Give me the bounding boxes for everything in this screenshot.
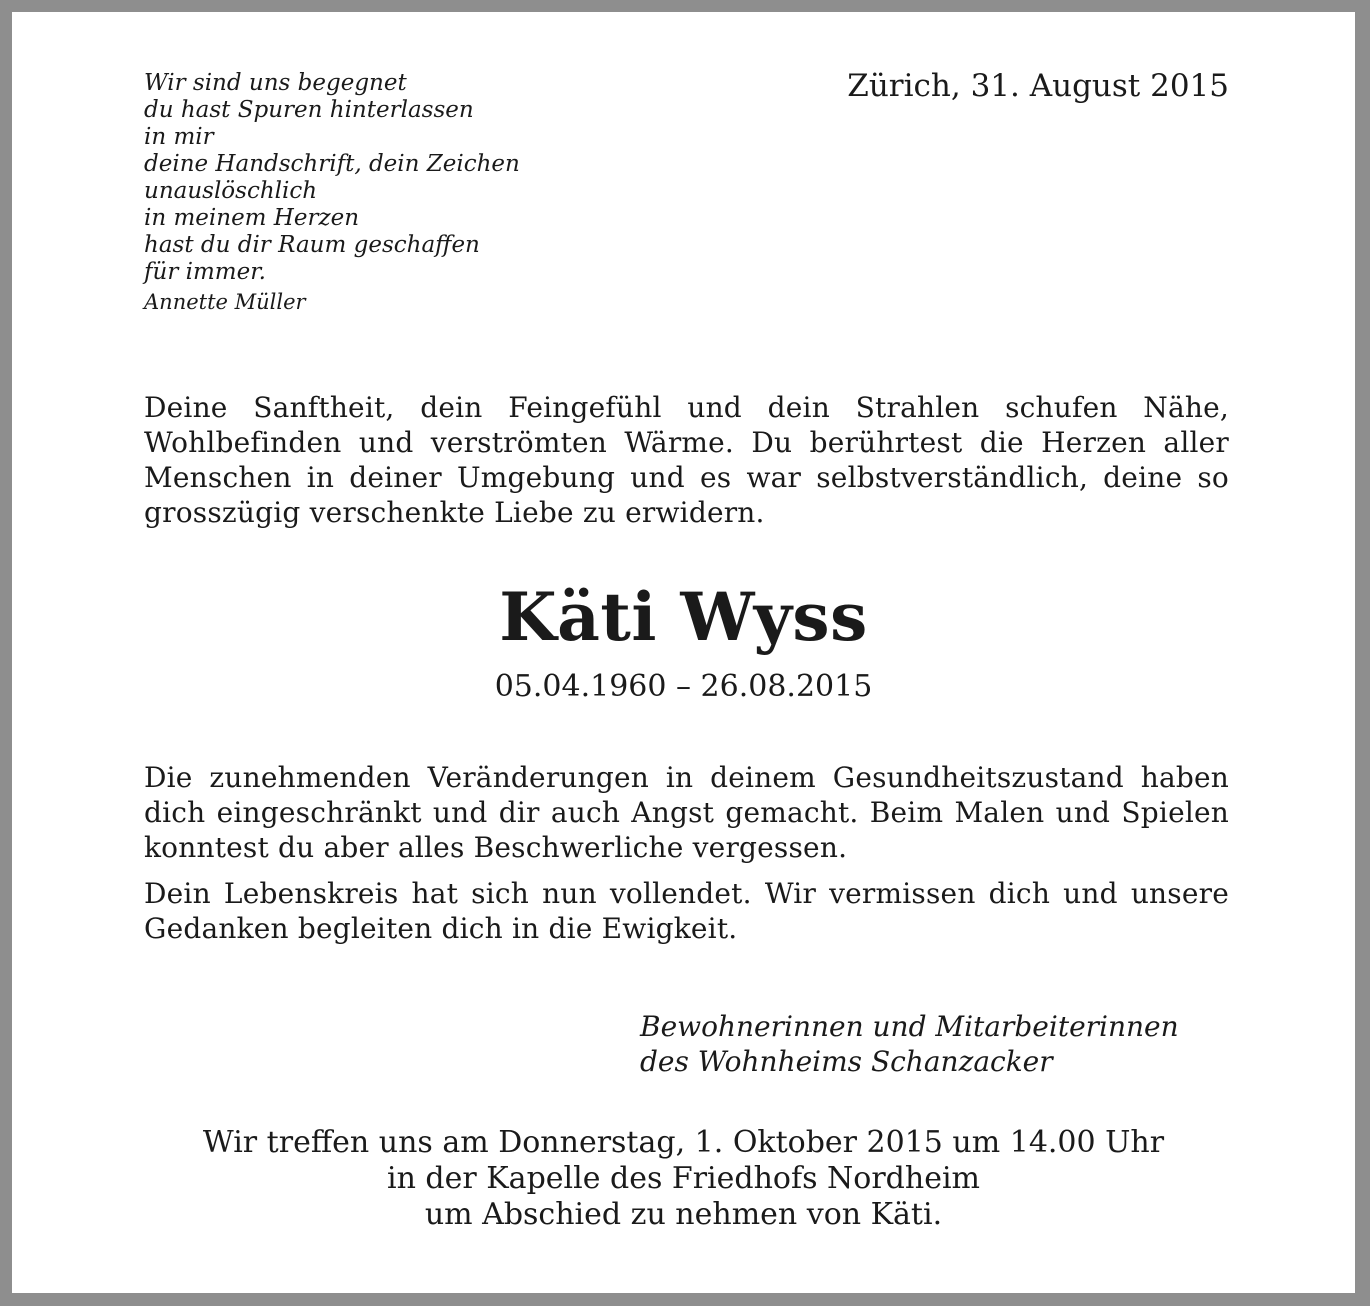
life-dates: 05.04.1960 – 26.08.2015 (494, 669, 873, 704)
deceased-name: Käti Wyss (499, 578, 868, 656)
poem-author: Annette Müller (144, 290, 306, 314)
meeting-line: in der Kapelle des Friedhofs Nordheim (386, 1161, 980, 1196)
poem-line: Wir sind uns begegnet (144, 70, 407, 96)
poem-line: unauslöschlich (144, 178, 318, 204)
signature-line: Bewohnerinnen und Mitarbeiterinnen (640, 1010, 1179, 1043)
meeting-info (12, 1125, 1355, 1233)
poem (144, 70, 664, 317)
poem-line: deine Handschrift, dein Zeichen (144, 151, 520, 177)
meeting-line: um Abschied zu nehmen von Käti. (424, 1197, 943, 1232)
poem-line: in mir (144, 124, 214, 150)
meeting-line: Wir treffen uns am Donnerstag, 1. Oktober 2015 um 14.00 Uhr (202, 1125, 1165, 1160)
poem-line: hast du dir Raum geschaffen (144, 232, 480, 258)
poem-line: du hast Spuren hinterlassen (144, 97, 474, 123)
health-paragraph: Die zunehmenden Veränderungen in deinem Gesundheitszustand haben dich eingeschränkt und dir auch Angst gemacht. Beim Malen und Spielen konntest du aber alles Beschwerliche vergessen. (144, 761, 1229, 864)
signature (640, 1009, 1240, 1079)
intro-paragraph: Deine Sanftheit, dein Feingefühl und dein Strahlen schufen Nähe, Wohlbefinden und verströmten Wärme. Du berührtest die Herzen aller Menschen in deiner Umgebung und es war selbstverständlich, deine so grosszügig verschenkte Liebe zu erwidern. (144, 391, 1229, 529)
poem-line: für immer. (144, 259, 266, 285)
poem-line: in meinem Herzen (144, 205, 360, 231)
obituary-notice (12, 12, 1355, 1293)
farewell-paragraph: Dein Lebenskreis hat sich nun vollendet. Wir vermissen dich und unsere Gedanken begleiten dich in die Ewigkeit. (144, 877, 1229, 945)
place-date: Zürich, 31. August 2015 (847, 68, 1229, 104)
signature-line: des Wohnheims Schanzacker (640, 1045, 1053, 1078)
